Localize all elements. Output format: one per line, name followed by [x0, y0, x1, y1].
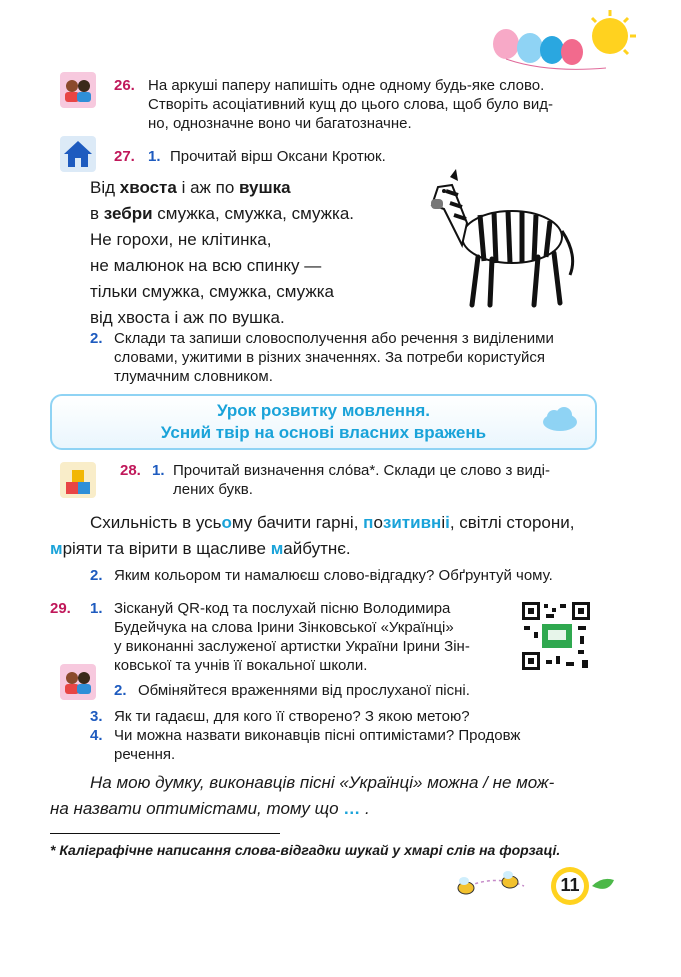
exercise-29-task-4-line: Чи можна назвати виконавців пісні оптимістами? Продовж — [114, 727, 521, 744]
page-number-badge — [547, 866, 593, 906]
exercise-29-sub-4: 4. — [90, 727, 103, 744]
answer-line-1: На мою думку, виконавців пісні «Українці» можна / не мож- — [90, 773, 555, 792]
exercise-29-task-1-line: у виконанні заслуженої артистки України Ірини Зін- — [114, 638, 470, 655]
exercise-29-number: 29. — [50, 600, 71, 617]
answer-template — [50, 770, 610, 822]
leaf-icon — [592, 876, 616, 896]
poem-line-4: не малюнок на всю спинку — — [90, 256, 322, 275]
pair-work-icon — [60, 72, 96, 108]
exercise-26-line: На аркуші паперу напишіть одне одному будь-яке слово. — [148, 77, 545, 94]
exercise-27-task-2 — [114, 329, 604, 386]
exercise-28-sub-1: 1. — [152, 462, 165, 479]
exercise-29-task-3: Як ти гадаєш, для кого її створено? З якою метою? — [114, 708, 470, 725]
page-number: 11 — [560, 875, 580, 895]
poem-line-1: Від хвоста і аж по вушка — [90, 178, 291, 197]
lesson-title-line-2: Усний твір на основі власних вражень — [160, 423, 487, 442]
zebra-illustration — [422, 165, 582, 315]
exercise-27-task-2-line: Склади та запиши словосполучення або речення з виділеними — [114, 330, 554, 347]
exercise-29-sub-2: 2. — [114, 682, 127, 699]
poem-line-3: Не горохи, не клітинка, — [90, 230, 272, 249]
poem — [90, 175, 354, 331]
exercise-26-number: 26. — [114, 77, 135, 94]
exercise-28-task-2: Яким кольором ти намалюєш слово-відгадку? Обґрунтуй чому. — [114, 567, 553, 584]
balloons-sun-decoration — [486, 8, 646, 78]
cubes-icon — [60, 462, 96, 498]
exercise-29-task-2: Обміняйтеся враженнями від прослуханої пісні. — [138, 682, 470, 699]
exercise-29-task-1 — [114, 599, 510, 675]
exercise-29-task-4 — [114, 726, 604, 764]
exercise-27-sub-2: 2. — [90, 330, 103, 347]
exercise-28-sub-2: 2. — [90, 567, 103, 584]
exercise-26-text — [148, 76, 618, 133]
qr-code-icon[interactable] — [520, 600, 592, 672]
exercise-29-task-1-line: ковської та учнів її вокальної школи. — [114, 657, 368, 674]
pair-work-icon — [60, 664, 96, 700]
footnote: * Каліграфічне написання слова-відгадки шукай у хмарі слів на форзаці. — [50, 842, 561, 858]
exercise-27-task-2-line: тлумачним словником. — [114, 368, 273, 385]
lesson-banner — [50, 394, 597, 450]
exercise-26-line: но, однозначне воно чи багатозначне. — [148, 115, 412, 132]
poem-line-5: тільки смужка, смужка, смужка — [90, 282, 335, 301]
definition-line-2: мріяти та вірити в щасливе майбутнє. — [50, 539, 351, 558]
home-icon — [60, 136, 96, 172]
lesson-title-line-1: Урок розвитку мовлення. — [216, 401, 430, 420]
exercise-28-task-1 — [173, 461, 613, 499]
exercise-26-line: Створіть асоціативний кущ до цього слова, щоб було вид- — [148, 96, 553, 113]
exercise-27-sub-1: 1. — [148, 148, 161, 165]
poem-line-6: від хвоста і аж по вушка. — [90, 308, 285, 327]
definition-line-1: Схильність в усьому бачити гарні, позитивніі, світлі сторони, — [90, 513, 575, 532]
exercise-27-task-2-line: словами, ужитими в різних значеннях. За потреби користуйся — [114, 349, 546, 366]
answer-line-2: на назвати оптимістами, тому що … . — [50, 799, 370, 818]
exercise-27-task-1: Прочитай вірш Оксани Кротюк. — [170, 148, 386, 165]
exercise-27-number: 27. — [114, 148, 135, 165]
exercise-29-task-1-line: Будейчука на слова Ірини Зінковської «Українці» — [114, 619, 454, 636]
exercise-29-task-1-line: Зіскануй QR-код та послухай пісню Володимира — [114, 600, 451, 617]
cloud-icon — [540, 404, 580, 432]
exercise-28-task-1-line: лених букв. — [173, 481, 253, 498]
exercise-28-task-1-line: Прочитай визначення сло́ва*. Склади це слово з виді- — [173, 462, 550, 479]
exercise-28-number: 28. — [120, 462, 141, 479]
exercise-29-task-4-line: речення. — [114, 746, 176, 763]
footnote-divider — [50, 833, 280, 834]
definition-text — [50, 510, 610, 562]
exercise-29-sub-1: 1. — [90, 600, 103, 617]
poem-line-2: в зебри смужка, смужка, смужка. — [90, 204, 355, 223]
exercise-29-sub-3: 3. — [90, 708, 103, 725]
